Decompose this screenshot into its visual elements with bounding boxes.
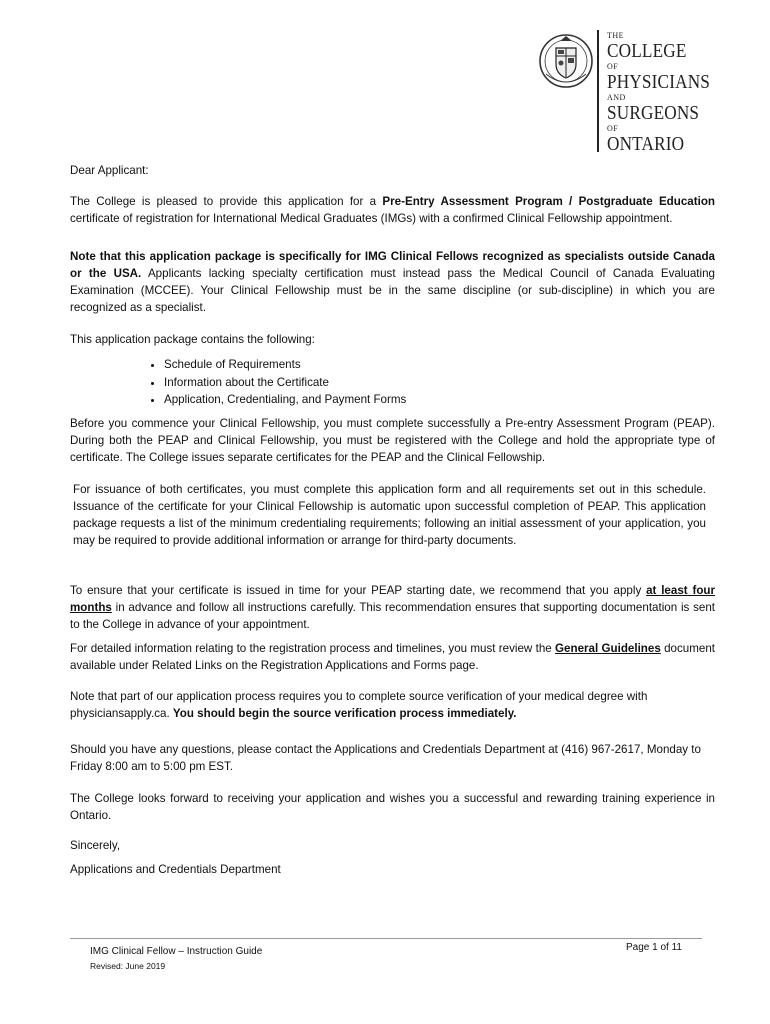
logo-physicians: PHYSICIANS <box>607 71 711 93</box>
paragraph-intro: The College is pleased to provide this application for a Pre-Entry Assessment Program / Postgraduate Education certificate of registration for International Medical Graduates (IMGs) with a confirmed Clinical Fellowship appointment. <box>70 195 715 225</box>
paragraph-source-verification: Note that part of our application process requires you to complete source verification of your medical degree with physiciansapply.ca. You should begin the source verification process immediately. <box>70 690 648 720</box>
salutation: Dear Applicant: <box>70 164 149 177</box>
paragraph-timing: To ensure that your certificate is issued in time for your PEAP starting date, we recommend that you apply at least four months in advance and follow all instructions carefully. This recommendation ensures that supporting documentation is sent to the College in advance of your appointment. <box>70 584 715 631</box>
logo-surgeons: SURGEONS <box>607 102 700 124</box>
paragraph-closing-wish: The College looks forward to receiving your application and wishes you a successful and rewarding training experience in Ontario. <box>70 792 715 822</box>
signature: Applications and Credentials Department <box>70 863 281 876</box>
college-logo-wordmark <box>607 30 727 154</box>
closing: Sincerely, <box>70 839 121 852</box>
crest-seal-icon <box>538 30 594 92</box>
logo-the: THE <box>607 31 625 40</box>
logo-ontario: ONTARIO <box>607 133 685 155</box>
logo-and: AND <box>607 93 626 102</box>
list-item: • Application, Credentialing, and Payment Forms <box>164 391 406 409</box>
logo-divider <box>597 30 599 152</box>
footer-revised: Revised: June 2019 <box>90 961 166 971</box>
logo-college: COLLEGE <box>607 40 687 62</box>
list-item: • Information about the Certificate <box>164 374 406 392</box>
list-item: • Schedule of Requirements <box>164 356 406 374</box>
logo-of-1: OF <box>607 62 619 71</box>
paragraph-guidelines: For detailed information relating to the registration process and timelines, you must review the General Guidelines document available under Related Links on the Registration Applications and Forms page. <box>70 642 715 672</box>
footer-info <box>90 945 262 973</box>
paragraph-specialist-note: Note that this application package is specifically for IMG Clinical Fellows recognized as specialists outside Canada or the USA. Applicants lacking specialty certification must instead pass the Medical Council of Canada Evaluating Examination (MCCEE). Your Clinical Fellowship must be in the same discipline (or sub-discipline) in which you are recognized as a specialist. <box>70 250 715 314</box>
page-number: Page 1 of 11 <box>626 942 682 953</box>
footer-title: IMG Clinical Fellow – Instruction Guide <box>90 946 263 957</box>
package-contents-list <box>148 356 406 409</box>
footer-divider <box>70 938 702 939</box>
paragraph-contact: Should you have any questions, please contact the Applications and Credentials Department at (416) 967-2617, Monday to Friday 8:00 am to 5:00 pm EST. <box>70 743 701 773</box>
general-guidelines-link[interactable]: General Guidelines <box>555 642 661 655</box>
paragraph-peap: Before you commence your Clinical Fellowship, you must complete successfully a Pre-entry Assessment Program (PEAP). During both the PEAP and Clinical Fellowship, you must be registered with the College and hold the appropriate type of certificate. The College issues separate certificates for the PEAP and the Clinical Fellowship. <box>70 417 715 464</box>
logo-of-2: OF <box>607 124 619 133</box>
paragraph-package-contents: This application package contains the following: <box>70 333 315 346</box>
paragraph-issuance: For issuance of both certificates, you must complete this application form and all requirements set out in this schedule. Issuance of the certificate for your Clinical Fellowship is automatic upon successful completion of PEAP. This application package requests a list of the minimum credentialing requirements; following an initial assessment of your application, you may be required to provide additional information or arrange for third-party documents. <box>73 483 706 547</box>
